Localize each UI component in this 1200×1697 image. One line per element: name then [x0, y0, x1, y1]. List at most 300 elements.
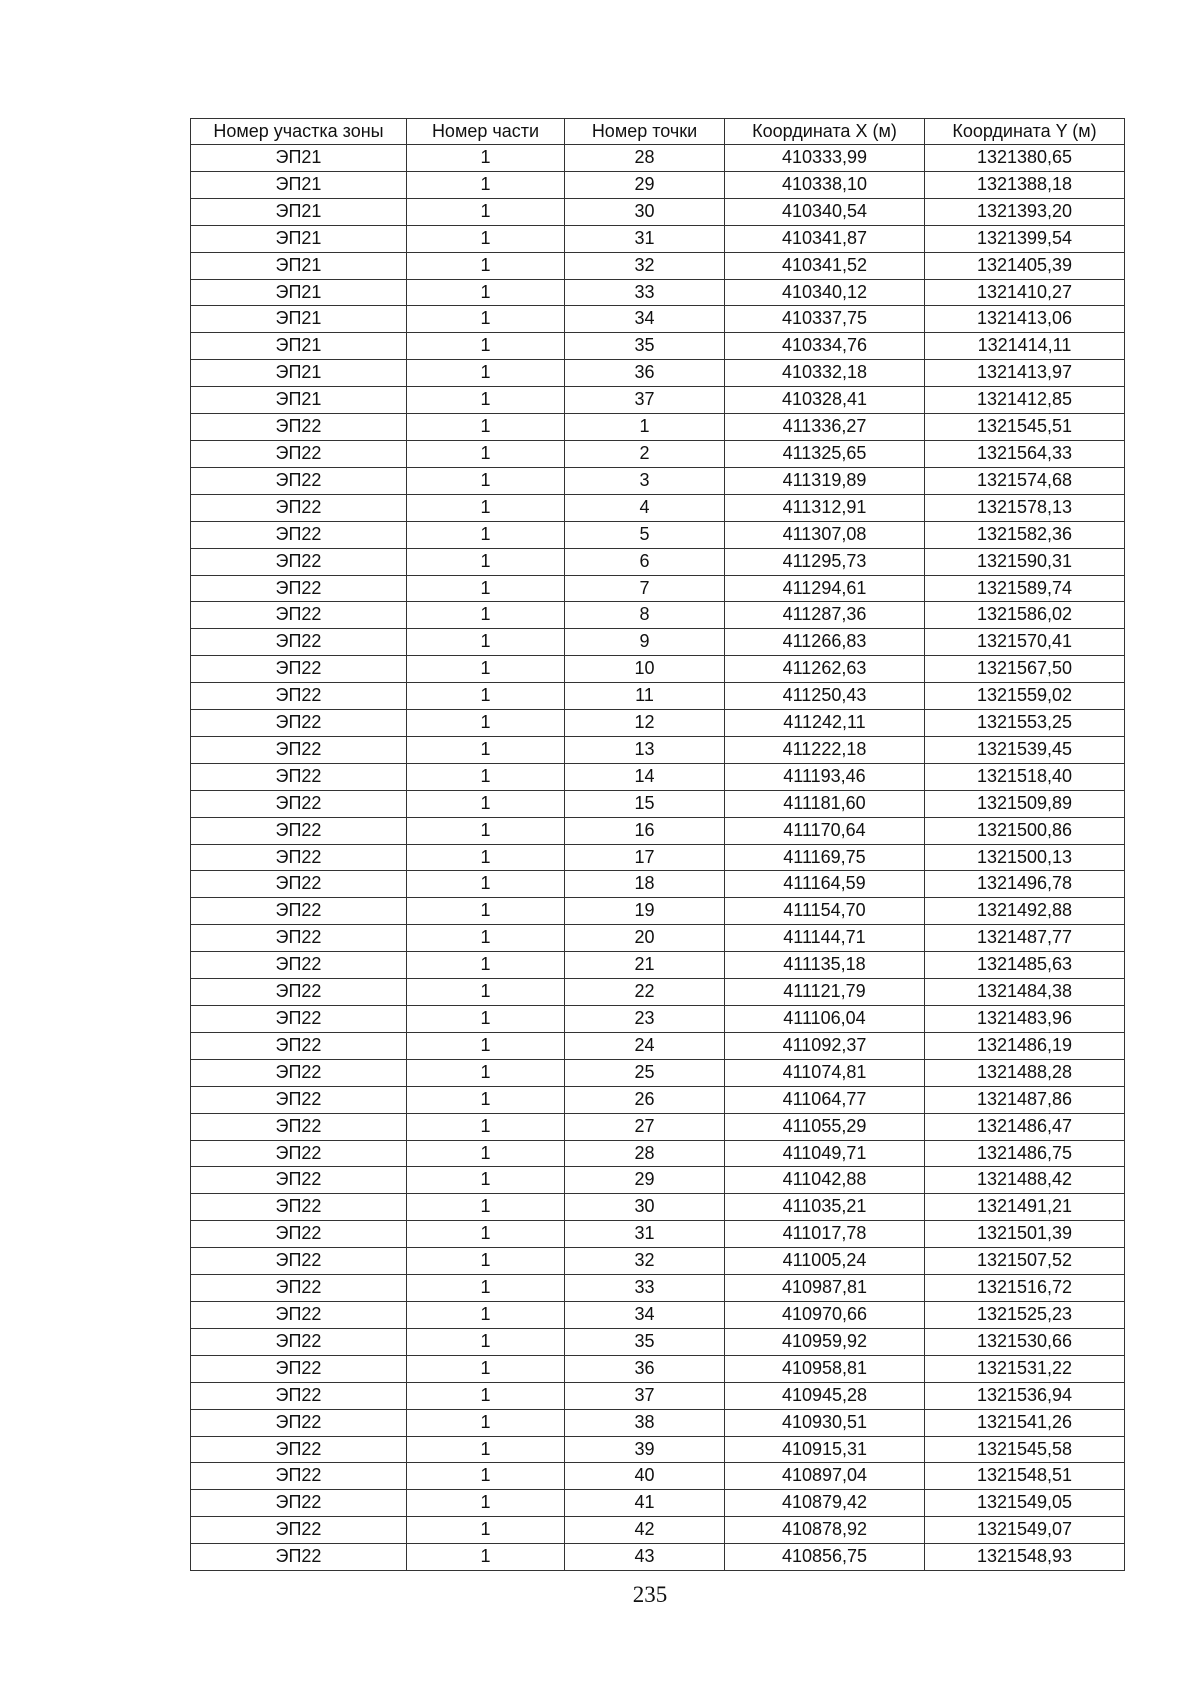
coordinate-x-cell: 411106,04 — [725, 1006, 925, 1033]
point-number-cell: 6 — [565, 548, 725, 575]
part-number-cell: 1 — [407, 1517, 565, 1544]
zone-section-cell: ЭП22 — [191, 1275, 407, 1302]
coordinate-x-cell: 410328,41 — [725, 387, 925, 414]
coordinate-x-cell: 410332,18 — [725, 360, 925, 387]
zone-section-cell: ЭП22 — [191, 575, 407, 602]
point-number-cell: 31 — [565, 1221, 725, 1248]
coordinate-y-cell: 1321570,41 — [925, 629, 1125, 656]
point-number-cell: 13 — [565, 736, 725, 763]
table-row — [191, 1463, 1125, 1490]
point-number-cell: 25 — [565, 1059, 725, 1086]
table-row — [191, 1194, 1125, 1221]
table-row — [191, 145, 1125, 172]
part-number-cell: 1 — [407, 1059, 565, 1086]
coordinate-y-cell: 1321487,86 — [925, 1086, 1125, 1113]
zone-section-cell: ЭП22 — [191, 1355, 407, 1382]
coordinate-y-cell: 1321393,20 — [925, 198, 1125, 225]
point-number-cell: 23 — [565, 1006, 725, 1033]
zone-section-cell: ЭП22 — [191, 467, 407, 494]
part-number-cell: 1 — [407, 1006, 565, 1033]
coordinate-y-cell: 1321586,02 — [925, 602, 1125, 629]
zone-section-cell: ЭП22 — [191, 602, 407, 629]
part-number-cell: 1 — [407, 1463, 565, 1490]
coordinate-x-cell: 411144,71 — [725, 925, 925, 952]
part-number-cell: 1 — [407, 548, 565, 575]
table-row — [191, 1490, 1125, 1517]
point-number-cell: 31 — [565, 225, 725, 252]
point-number-cell: 16 — [565, 817, 725, 844]
point-number-cell: 4 — [565, 494, 725, 521]
table-row — [191, 925, 1125, 952]
zone-section-cell: ЭП22 — [191, 1248, 407, 1275]
coordinate-y-cell: 1321486,75 — [925, 1140, 1125, 1167]
zone-section-cell: ЭП22 — [191, 710, 407, 737]
header-coordinate-x: Координата X (м) — [725, 119, 925, 145]
header-zone-section: Номер участка зоны — [191, 119, 407, 145]
coordinate-y-cell: 1321559,02 — [925, 683, 1125, 710]
table-row — [191, 1248, 1125, 1275]
part-number-cell: 1 — [407, 1544, 565, 1571]
part-number-cell: 1 — [407, 898, 565, 925]
zone-section-cell: ЭП22 — [191, 414, 407, 441]
zone-section-cell: ЭП22 — [191, 440, 407, 467]
coordinate-y-cell: 1321582,36 — [925, 521, 1125, 548]
point-number-cell: 27 — [565, 1113, 725, 1140]
part-number-cell: 1 — [407, 1086, 565, 1113]
point-number-cell: 35 — [565, 333, 725, 360]
table-row — [191, 710, 1125, 737]
coordinate-x-cell: 410930,51 — [725, 1409, 925, 1436]
coordinate-y-cell: 1321567,50 — [925, 656, 1125, 683]
point-number-cell: 32 — [565, 252, 725, 279]
zone-section-cell: ЭП21 — [191, 306, 407, 333]
part-number-cell: 1 — [407, 1436, 565, 1463]
table-row — [191, 1409, 1125, 1436]
coordinate-x-cell: 411312,91 — [725, 494, 925, 521]
point-number-cell: 33 — [565, 1275, 725, 1302]
table-row — [191, 279, 1125, 306]
part-number-cell: 1 — [407, 979, 565, 1006]
part-number-cell: 1 — [407, 790, 565, 817]
point-number-cell: 15 — [565, 790, 725, 817]
part-number-cell: 1 — [407, 1490, 565, 1517]
point-number-cell: 35 — [565, 1328, 725, 1355]
zone-section-cell: ЭП22 — [191, 1086, 407, 1113]
point-number-cell: 40 — [565, 1463, 725, 1490]
table-row — [191, 736, 1125, 763]
point-number-cell: 43 — [565, 1544, 725, 1571]
part-number-cell: 1 — [407, 1248, 565, 1275]
table-row — [191, 360, 1125, 387]
table-row — [191, 521, 1125, 548]
coordinate-x-cell: 411266,83 — [725, 629, 925, 656]
coordinate-y-cell: 1321549,05 — [925, 1490, 1125, 1517]
point-number-cell: 28 — [565, 145, 725, 172]
coordinate-x-cell: 411336,27 — [725, 414, 925, 441]
table-row — [191, 575, 1125, 602]
coordinate-y-cell: 1321488,28 — [925, 1059, 1125, 1086]
header-point-number: Номер точки — [565, 119, 725, 145]
coordinate-x-cell: 410945,28 — [725, 1382, 925, 1409]
coordinate-x-cell: 411042,88 — [725, 1167, 925, 1194]
table-row — [191, 306, 1125, 333]
part-number-cell: 1 — [407, 467, 565, 494]
point-number-cell: 10 — [565, 656, 725, 683]
part-number-cell: 1 — [407, 656, 565, 683]
coordinate-y-cell: 1321412,85 — [925, 387, 1125, 414]
point-number-cell: 7 — [565, 575, 725, 602]
coordinate-x-cell: 410338,10 — [725, 171, 925, 198]
part-number-cell: 1 — [407, 629, 565, 656]
point-number-cell: 20 — [565, 925, 725, 952]
part-number-cell: 1 — [407, 1301, 565, 1328]
coordinate-x-cell: 410337,75 — [725, 306, 925, 333]
table-row — [191, 1517, 1125, 1544]
point-number-cell: 37 — [565, 1382, 725, 1409]
coordinate-y-cell: 1321487,77 — [925, 925, 1125, 952]
point-number-cell: 38 — [565, 1409, 725, 1436]
table-row — [191, 171, 1125, 198]
coordinate-y-cell: 1321553,25 — [925, 710, 1125, 737]
table-row — [191, 387, 1125, 414]
part-number-cell: 1 — [407, 145, 565, 172]
coordinate-y-cell: 1321388,18 — [925, 171, 1125, 198]
point-number-cell: 37 — [565, 387, 725, 414]
coordinate-y-cell: 1321549,07 — [925, 1517, 1125, 1544]
coordinate-x-cell: 410959,92 — [725, 1328, 925, 1355]
part-number-cell: 1 — [407, 1140, 565, 1167]
header-row — [191, 119, 1125, 145]
part-number-cell: 1 — [407, 1382, 565, 1409]
coordinate-y-cell: 1321500,86 — [925, 817, 1125, 844]
coordinate-x-cell: 410987,81 — [725, 1275, 925, 1302]
zone-section-cell: ЭП22 — [191, 1328, 407, 1355]
zone-section-cell: ЭП22 — [191, 1221, 407, 1248]
coordinate-y-cell: 1321492,88 — [925, 898, 1125, 925]
zone-section-cell: ЭП22 — [191, 1059, 407, 1086]
point-number-cell: 39 — [565, 1436, 725, 1463]
part-number-cell: 1 — [407, 1167, 565, 1194]
table-row — [191, 252, 1125, 279]
coordinate-x-cell: 411181,60 — [725, 790, 925, 817]
coordinate-y-cell: 1321548,93 — [925, 1544, 1125, 1571]
coordinate-y-cell: 1321405,39 — [925, 252, 1125, 279]
point-number-cell: 9 — [565, 629, 725, 656]
coordinate-x-cell: 411193,46 — [725, 763, 925, 790]
coordinate-y-cell: 1321530,66 — [925, 1328, 1125, 1355]
table-row — [191, 871, 1125, 898]
part-number-cell: 1 — [407, 1032, 565, 1059]
point-number-cell: 3 — [565, 467, 725, 494]
zone-section-cell: ЭП22 — [191, 1032, 407, 1059]
part-number-cell: 1 — [407, 736, 565, 763]
coordinate-x-cell: 411295,73 — [725, 548, 925, 575]
part-number-cell: 1 — [407, 1355, 565, 1382]
part-number-cell: 1 — [407, 683, 565, 710]
point-number-cell: 1 — [565, 414, 725, 441]
point-number-cell: 36 — [565, 1355, 725, 1382]
part-number-cell: 1 — [407, 440, 565, 467]
zone-section-cell: ЭП22 — [191, 979, 407, 1006]
part-number-cell: 1 — [407, 602, 565, 629]
coordinate-x-cell: 411319,89 — [725, 467, 925, 494]
part-number-cell: 1 — [407, 844, 565, 871]
coordinate-x-cell: 411035,21 — [725, 1194, 925, 1221]
part-number-cell: 1 — [407, 575, 565, 602]
zone-section-cell: ЭП22 — [191, 1409, 407, 1436]
part-number-cell: 1 — [407, 1328, 565, 1355]
table-row — [191, 467, 1125, 494]
table-row — [191, 440, 1125, 467]
table-row — [191, 1355, 1125, 1382]
table-row — [191, 1006, 1125, 1033]
coordinate-y-cell: 1321545,58 — [925, 1436, 1125, 1463]
point-number-cell: 21 — [565, 952, 725, 979]
part-number-cell: 1 — [407, 1275, 565, 1302]
zone-section-cell: ЭП22 — [191, 952, 407, 979]
table-row — [191, 763, 1125, 790]
point-number-cell: 11 — [565, 683, 725, 710]
table-row — [191, 198, 1125, 225]
coordinate-y-cell: 1321486,47 — [925, 1113, 1125, 1140]
part-number-cell: 1 — [407, 171, 565, 198]
coordinate-y-cell: 1321509,89 — [925, 790, 1125, 817]
zone-section-cell: ЭП22 — [191, 817, 407, 844]
table-row — [191, 548, 1125, 575]
part-number-cell: 1 — [407, 414, 565, 441]
coordinate-x-cell: 410341,87 — [725, 225, 925, 252]
table-row — [191, 1032, 1125, 1059]
table-row — [191, 1275, 1125, 1302]
part-number-cell: 1 — [407, 252, 565, 279]
zone-section-cell: ЭП22 — [191, 1006, 407, 1033]
zone-section-cell: ЭП22 — [191, 871, 407, 898]
coordinate-y-cell: 1321399,54 — [925, 225, 1125, 252]
coordinate-y-cell: 1321564,33 — [925, 440, 1125, 467]
point-number-cell: 19 — [565, 898, 725, 925]
zone-section-cell: ЭП21 — [191, 171, 407, 198]
coordinate-y-cell: 1321574,68 — [925, 467, 1125, 494]
zone-section-cell: ЭП22 — [191, 1140, 407, 1167]
coordinate-x-cell: 410333,99 — [725, 145, 925, 172]
zone-section-cell: ЭП21 — [191, 360, 407, 387]
table-row — [191, 629, 1125, 656]
part-number-cell: 1 — [407, 952, 565, 979]
table-row — [191, 844, 1125, 871]
coordinate-y-cell: 1321589,74 — [925, 575, 1125, 602]
coordinate-y-cell: 1321548,51 — [925, 1463, 1125, 1490]
zone-section-cell: ЭП22 — [191, 736, 407, 763]
coordinate-x-cell: 410340,12 — [725, 279, 925, 306]
coordinate-y-cell: 1321541,26 — [925, 1409, 1125, 1436]
zone-section-cell: ЭП22 — [191, 1113, 407, 1140]
zone-section-cell: ЭП22 — [191, 898, 407, 925]
table-row — [191, 1086, 1125, 1113]
coordinate-x-cell: 411005,24 — [725, 1248, 925, 1275]
coordinates-table — [190, 118, 1125, 1571]
table-row — [191, 414, 1125, 441]
point-number-cell: 8 — [565, 602, 725, 629]
zone-section-cell: ЭП22 — [191, 629, 407, 656]
table-row — [191, 898, 1125, 925]
table-row — [191, 1328, 1125, 1355]
part-number-cell: 1 — [407, 198, 565, 225]
zone-section-cell: ЭП22 — [191, 1436, 407, 1463]
coordinate-x-cell: 411294,61 — [725, 575, 925, 602]
coordinate-x-cell: 410340,54 — [725, 198, 925, 225]
coordinate-x-cell: 411135,18 — [725, 952, 925, 979]
coordinate-x-cell: 410878,92 — [725, 1517, 925, 1544]
coordinate-x-cell: 410958,81 — [725, 1355, 925, 1382]
coordinate-y-cell: 1321485,63 — [925, 952, 1125, 979]
coordinate-x-cell: 411154,70 — [725, 898, 925, 925]
zone-section-cell: ЭП21 — [191, 225, 407, 252]
point-number-cell: 42 — [565, 1517, 725, 1544]
coordinate-x-cell: 411121,79 — [725, 979, 925, 1006]
zone-section-cell: ЭП22 — [191, 1167, 407, 1194]
table-row — [191, 1301, 1125, 1328]
point-number-cell: 29 — [565, 1167, 725, 1194]
point-number-cell: 14 — [565, 763, 725, 790]
coordinate-x-cell: 410856,75 — [725, 1544, 925, 1571]
zone-section-cell: ЭП22 — [191, 763, 407, 790]
coordinate-y-cell: 1321531,22 — [925, 1355, 1125, 1382]
table-row — [191, 494, 1125, 521]
table-body — [191, 145, 1125, 1571]
part-number-cell: 1 — [407, 494, 565, 521]
table-row — [191, 790, 1125, 817]
coordinate-x-cell: 411092,37 — [725, 1032, 925, 1059]
coordinate-y-cell: 1321500,13 — [925, 844, 1125, 871]
point-number-cell: 34 — [565, 1301, 725, 1328]
table-row — [191, 1113, 1125, 1140]
zone-section-cell: ЭП22 — [191, 548, 407, 575]
coordinate-x-cell: 411325,65 — [725, 440, 925, 467]
zone-section-cell: ЭП22 — [191, 521, 407, 548]
coordinate-x-cell: 411074,81 — [725, 1059, 925, 1086]
coordinate-x-cell: 410334,76 — [725, 333, 925, 360]
table-row — [191, 1059, 1125, 1086]
table-row — [191, 1140, 1125, 1167]
point-number-cell: 17 — [565, 844, 725, 871]
zone-section-cell: ЭП22 — [191, 1301, 407, 1328]
coordinate-x-cell: 411164,59 — [725, 871, 925, 898]
table-row — [191, 1221, 1125, 1248]
zone-section-cell: ЭП22 — [191, 1463, 407, 1490]
zone-section-cell: ЭП22 — [191, 1490, 407, 1517]
zone-section-cell: ЭП22 — [191, 656, 407, 683]
coordinate-x-cell: 411055,29 — [725, 1113, 925, 1140]
part-number-cell: 1 — [407, 925, 565, 952]
zone-section-cell: ЭП22 — [191, 1194, 407, 1221]
point-number-cell: 34 — [565, 306, 725, 333]
coordinate-x-cell: 410897,04 — [725, 1463, 925, 1490]
part-number-cell: 1 — [407, 710, 565, 737]
table-row — [191, 952, 1125, 979]
zone-section-cell: ЭП22 — [191, 1544, 407, 1571]
zone-section-cell: ЭП21 — [191, 279, 407, 306]
coordinate-x-cell: 411287,36 — [725, 602, 925, 629]
table-row — [191, 979, 1125, 1006]
coordinate-x-cell: 411307,08 — [725, 521, 925, 548]
coordinate-y-cell: 1321491,21 — [925, 1194, 1125, 1221]
zone-section-cell: ЭП22 — [191, 844, 407, 871]
coordinate-y-cell: 1321507,52 — [925, 1248, 1125, 1275]
coordinate-x-cell: 410970,66 — [725, 1301, 925, 1328]
zone-section-cell: ЭП21 — [191, 198, 407, 225]
table-row — [191, 683, 1125, 710]
coordinate-y-cell: 1321410,27 — [925, 279, 1125, 306]
coordinate-y-cell: 1321525,23 — [925, 1301, 1125, 1328]
part-number-cell: 1 — [407, 763, 565, 790]
point-number-cell: 30 — [565, 1194, 725, 1221]
point-number-cell: 18 — [565, 871, 725, 898]
header-coordinate-y: Координата Y (м) — [925, 119, 1125, 145]
coordinate-y-cell: 1321486,19 — [925, 1032, 1125, 1059]
point-number-cell: 41 — [565, 1490, 725, 1517]
table-row — [191, 656, 1125, 683]
coordinate-y-cell: 1321578,13 — [925, 494, 1125, 521]
point-number-cell: 22 — [565, 979, 725, 1006]
part-number-cell: 1 — [407, 1221, 565, 1248]
zone-section-cell: ЭП22 — [191, 1517, 407, 1544]
zone-section-cell: ЭП22 — [191, 790, 407, 817]
coordinate-x-cell: 411049,71 — [725, 1140, 925, 1167]
coordinate-x-cell: 411170,64 — [725, 817, 925, 844]
point-number-cell: 12 — [565, 710, 725, 737]
point-number-cell: 2 — [565, 440, 725, 467]
coordinate-x-cell: 410879,42 — [725, 1490, 925, 1517]
coordinate-y-cell: 1321413,97 — [925, 360, 1125, 387]
coordinate-y-cell: 1321545,51 — [925, 414, 1125, 441]
coordinate-x-cell: 410341,52 — [725, 252, 925, 279]
coordinate-x-cell: 411017,78 — [725, 1221, 925, 1248]
table-row — [191, 817, 1125, 844]
coordinate-y-cell: 1321380,65 — [925, 145, 1125, 172]
coordinate-x-cell: 411242,11 — [725, 710, 925, 737]
coordinate-y-cell: 1321484,38 — [925, 979, 1125, 1006]
page-number: 235 — [632, 1582, 668, 1607]
part-number-cell: 1 — [407, 279, 565, 306]
zone-section-cell: ЭП22 — [191, 1382, 407, 1409]
part-number-cell: 1 — [407, 1113, 565, 1140]
coordinate-x-cell: 411262,63 — [725, 656, 925, 683]
zone-section-cell: ЭП21 — [191, 387, 407, 414]
table-row — [191, 602, 1125, 629]
coordinate-y-cell: 1321496,78 — [925, 871, 1125, 898]
coordinate-y-cell: 1321590,31 — [925, 548, 1125, 575]
point-number-cell: 24 — [565, 1032, 725, 1059]
point-number-cell: 32 — [565, 1248, 725, 1275]
part-number-cell: 1 — [407, 521, 565, 548]
part-number-cell: 1 — [407, 817, 565, 844]
point-number-cell: 5 — [565, 521, 725, 548]
coordinate-x-cell: 411222,18 — [725, 736, 925, 763]
coordinate-y-cell: 1321539,45 — [925, 736, 1125, 763]
point-number-cell: 30 — [565, 198, 725, 225]
table-row — [191, 1167, 1125, 1194]
coordinate-y-cell: 1321488,42 — [925, 1167, 1125, 1194]
table-row — [191, 225, 1125, 252]
part-number-cell: 1 — [407, 306, 565, 333]
table-row — [191, 1382, 1125, 1409]
zone-section-cell: ЭП21 — [191, 333, 407, 360]
table-row — [191, 1544, 1125, 1571]
point-number-cell: 26 — [565, 1086, 725, 1113]
zone-section-cell: ЭП22 — [191, 925, 407, 952]
coordinate-x-cell: 411064,77 — [725, 1086, 925, 1113]
coordinate-x-cell: 410915,31 — [725, 1436, 925, 1463]
